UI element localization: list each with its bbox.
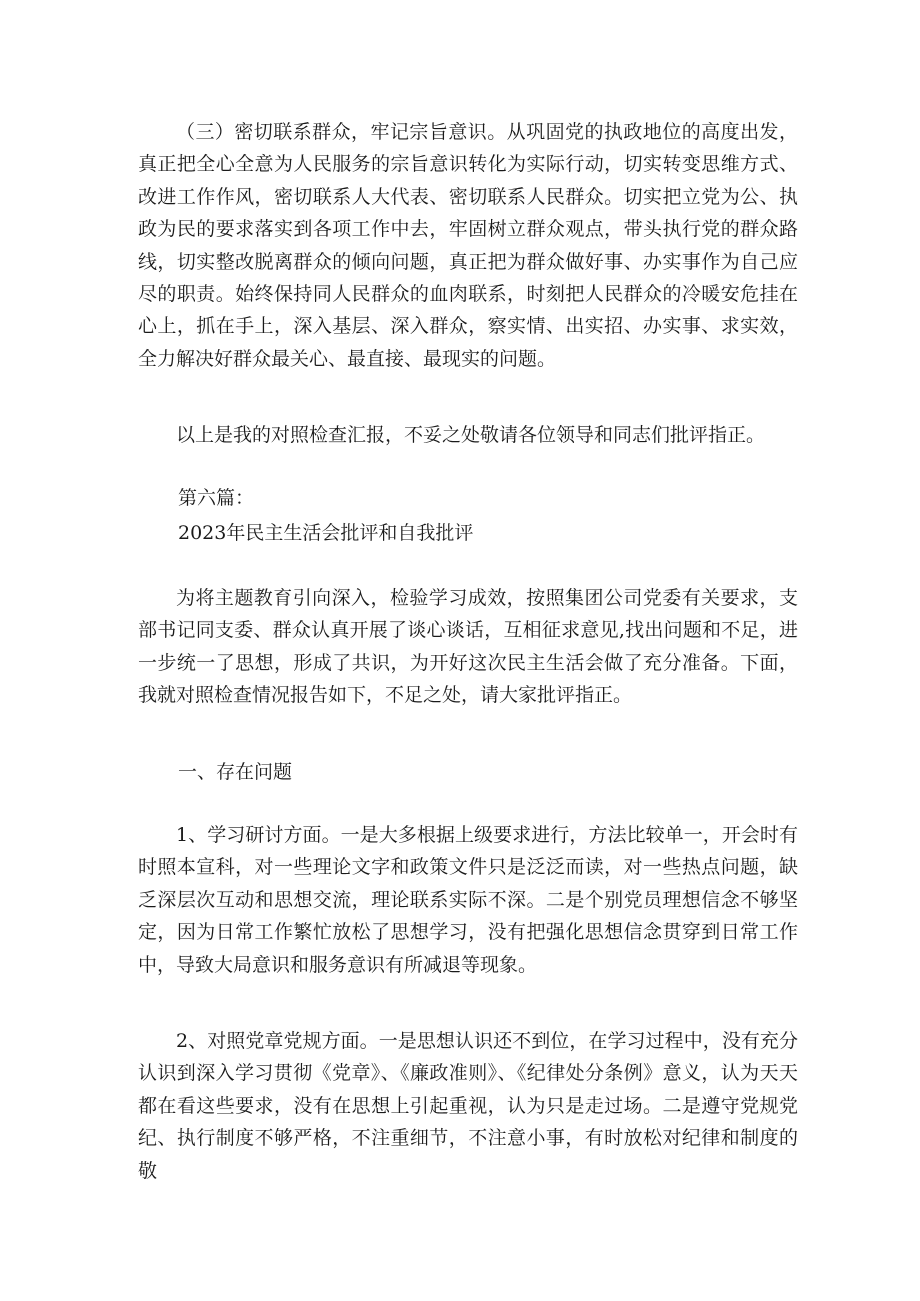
paragraph-contact-masses: （三）密切联系群众，牢记宗旨意识。从巩固党的执政地位的高度出发，真正把全心全意为人民服务的宗旨意识转化为实际行动，切实转变思维方式、改进工作作风，密切联系人大代表、密切联系人民群众。切实把立党为公、执政为民的要求落实到各项工作中去，牢固树立群众观点，带头执行党的群众路线，切实整改脱离群众的倾向问题，真正把为群众做好事、办实事作为自己应尽的职责。始终保持同人民群众的血肉联系，时刻把人民群众的冷暖安危挂在心上，抓在手上，深入基层、深入群众，察实情、出实招、办实事、求实效，全力解决好群众最关心、最直接、最现实的问题。 bbox=[138, 121, 798, 370]
paragraph-intro: 为将主题教育引向深入，检验学习成效，按照集团公司党委有关要求，支部书记同支委、群众认真开展了谈心谈话，互相征求意见,找出问题和不足，进一步统一了思想，形成了共识，为开好这次民主生活会做了充分准备。下面，我就对照检查情况报告如下，不足之处，请大家批评指正。 bbox=[138, 587, 798, 707]
chapter-label: 第六篇： bbox=[178, 487, 255, 509]
list-item-study-discussion: 1、学习研讨方面。一是大多根据上级要求进行，方法比较单一，开会时有时照本宣科，对一些理论文字和政策文件只是泛泛而读，对一些热点问题，缺乏深层次互动和思想交流，理论联系实际不深。二是个别党员理想信念不够坚定，因为日常工作繁忙放松了思想学习，没有把强化思想信念贯穿到日常工作中，导致大局意识和服务意识有所减退等现象。 bbox=[138, 824, 798, 976]
list-item-party-rules: 2、对照党章党规方面。一是思想认识还不到位，在学习过程中，没有充分认识到深入学习贯彻《党章》、《廉政准则》、《纪律处分条例》意义，认为天天都在看这些要求，没有在思想上引起重视，认为只是走过场。二是遵守党规党纪、执行制度不够严格，不注重细节，不注意小事，有时放松对纪律和制度的敬 bbox=[138, 1030, 798, 1182]
chapter-title: 2023年民主生活会批评和自我批评 bbox=[178, 522, 474, 544]
paragraph-closing-remark: 以上是我的对照检查汇报，不妥之处敬请各位领导和同志们批评指正。 bbox=[176, 424, 766, 446]
section-heading: 一、存在问题 bbox=[178, 761, 293, 783]
